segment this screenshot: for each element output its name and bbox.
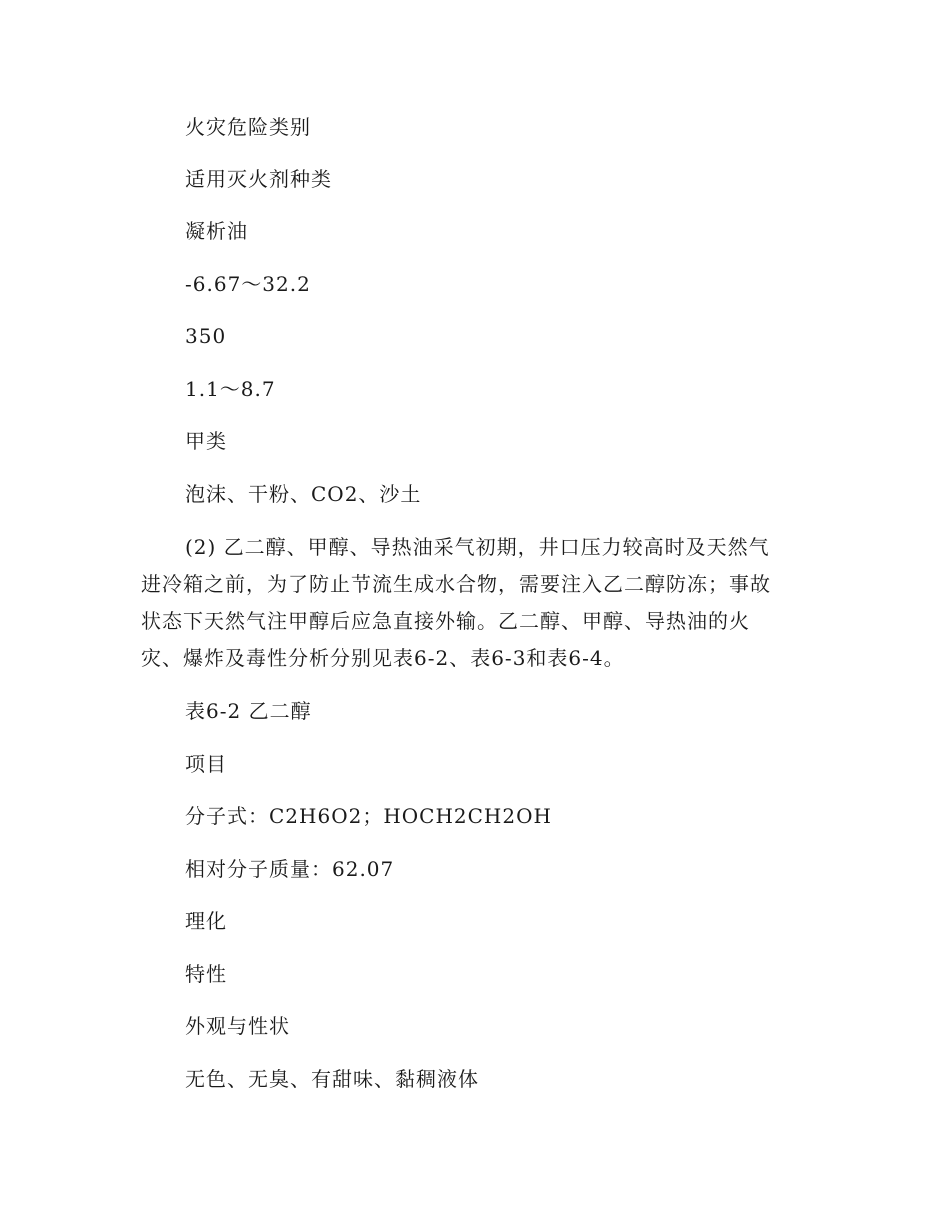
paragraph-text: (2) 乙二醇、甲醇、导热油采气初期，井口压力较高时及天然气	[185, 535, 770, 559]
text-line: 凝析油	[185, 219, 248, 243]
text-line: 特性	[185, 962, 227, 986]
text-line: 理化	[185, 909, 227, 933]
text-line: 相对分子质量：62.07	[185, 857, 395, 881]
text-line: 无色、无臭、有甜味、黏稠液体	[185, 1067, 479, 1091]
text-line: 项目	[185, 752, 227, 776]
text-line: -6.67～32.2	[185, 272, 311, 296]
text-line: 泡沫、干粉、CO2、沙土	[185, 482, 422, 506]
text-line: 甲类	[185, 429, 227, 453]
table-caption: 表6-2 乙二醇	[185, 699, 312, 723]
body-paragraph	[141, 529, 801, 677]
paragraph-line: 进冷箱之前，为了防止节流生成水合物，需要注入乙二醇防冻；事故	[141, 572, 771, 596]
paragraph-line	[141, 529, 801, 566]
paragraph-line: 灾、爆炸及毒性分析分别见表6-2、表6-3和表6-4。	[141, 646, 625, 670]
text-line: 350	[185, 324, 227, 348]
text-line: 火灾危险类别	[185, 115, 311, 139]
text-line: 分子式：C2H6O2；HOCH2CH2OH	[185, 804, 552, 828]
text-line: 1.1～8.7	[185, 377, 276, 401]
text-line: 外观与性状	[185, 1014, 290, 1038]
text-line: 适用灭火剂种类	[185, 167, 332, 191]
paragraph-line: 状态下天然气注甲醇后应急直接外输。乙二醇、甲醇、导热油的火	[141, 609, 750, 633]
